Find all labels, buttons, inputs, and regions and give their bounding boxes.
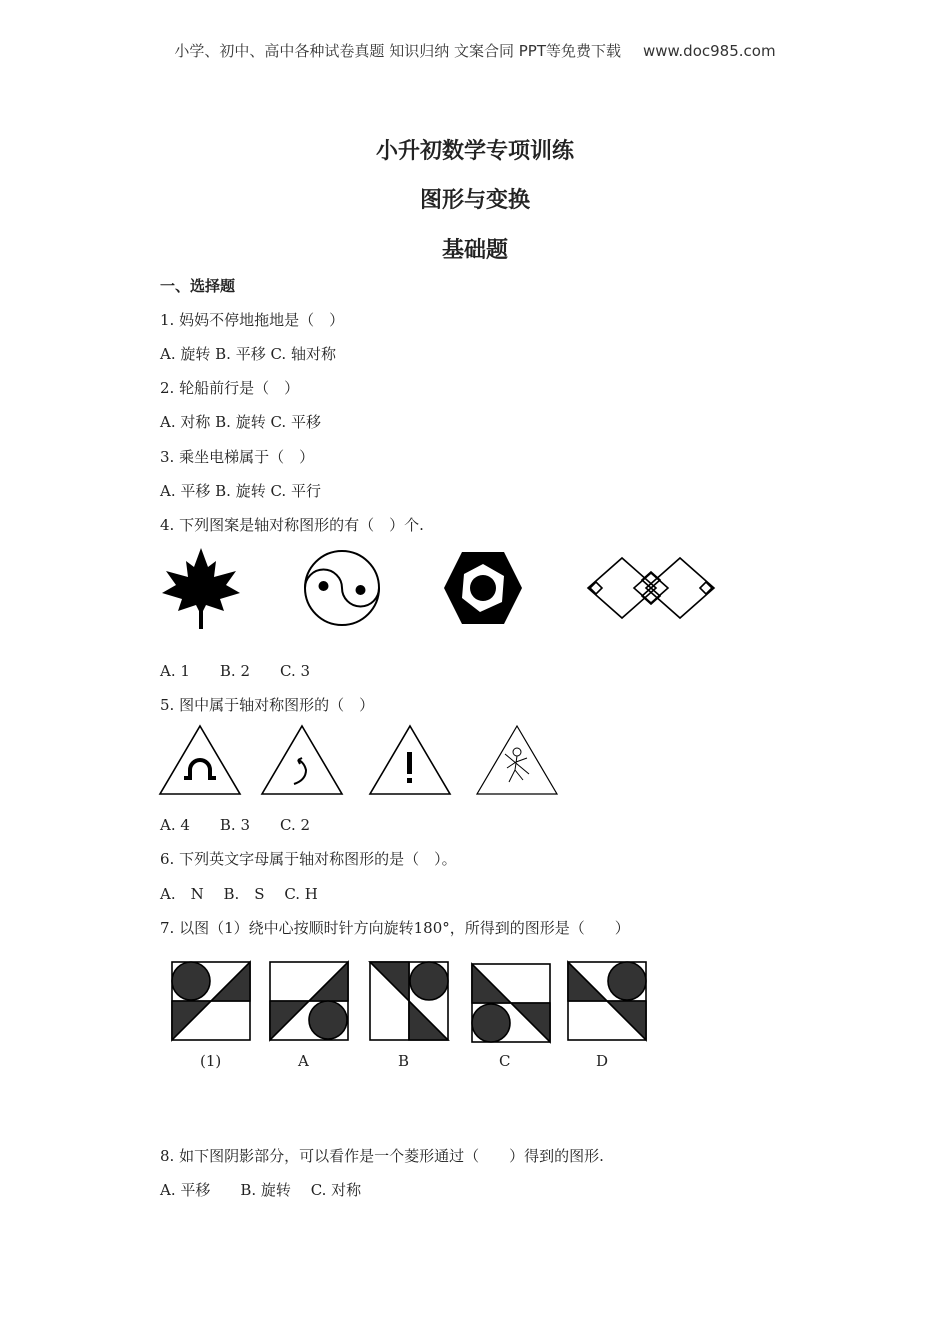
diamond-knot-icon [584, 556, 718, 620]
q6-stem: 6. 下列英文字母属于轴对称图形的是（ ）。 [160, 850, 457, 868]
header-text: 小学、初中、高中各种试卷真题 知识归纳 文案合同 PPT等免费下载 [174, 42, 621, 60]
q1-stem: 1. 妈妈不停地拖地是（ ） [160, 311, 345, 329]
yin-yang-icon [302, 548, 382, 628]
q5-options: A. 4 B. 3 C. 2 [160, 816, 311, 834]
label-c: C [499, 1052, 511, 1070]
q6-options: A. N B. S C. H [160, 885, 318, 903]
label-b: B [398, 1052, 410, 1070]
q1-options: A. 旋转 B. 平移 C. 轴对称 [160, 345, 336, 363]
q8-options: A. 平移 B. 旋转 C. 对称 [160, 1181, 362, 1199]
label-original: (1) [200, 1052, 222, 1070]
rotation-labels [168, 1052, 658, 1074]
level-title: 基础题 [441, 238, 508, 263]
q2-options: A. 对称 B. 旋转 C. 平移 [160, 413, 321, 431]
q3-options: A. 平移 B. 旋转 C. 平行 [160, 482, 321, 500]
main-title: 小升初数学专项训练 [375, 139, 574, 164]
q3-stem: 3. 乘坐电梯属于（ ） [160, 448, 315, 466]
bump-sign-icon [158, 724, 242, 796]
figure-sign-icon [475, 724, 559, 796]
q2-stem: 2. 轮船前行是（ ） [160, 379, 300, 397]
label-a: A [298, 1052, 309, 1070]
q5-stem: 5. 图中属于轴对称图形的（ ） [160, 696, 375, 714]
page-header [0, 40, 950, 61]
header-site-link[interactable]: www.doc985.com [642, 42, 776, 60]
label-d: D [596, 1052, 609, 1070]
q7-stem: 7. 以图（1）绕中心按顺时针方向旋转180°，所得到的图形是（ ） [160, 919, 630, 937]
section-heading: 一、选择题 [160, 277, 236, 295]
hexagon-nut-icon [442, 550, 524, 626]
q8-stem: 8. 如下图阴影部分，可以看作是一个菱形通过（ ）得到的图形. [160, 1147, 604, 1165]
sub-title: 图形与变换 [419, 188, 530, 213]
maple-leaf-icon [158, 545, 244, 631]
exclamation-sign-icon [368, 724, 452, 796]
q4-options: A. 1 B. 2 C. 3 [160, 662, 311, 680]
curve-sign-icon [260, 724, 344, 796]
q4-stem: 4. 下列图案是轴对称图形的有（ ）个. [160, 516, 424, 534]
